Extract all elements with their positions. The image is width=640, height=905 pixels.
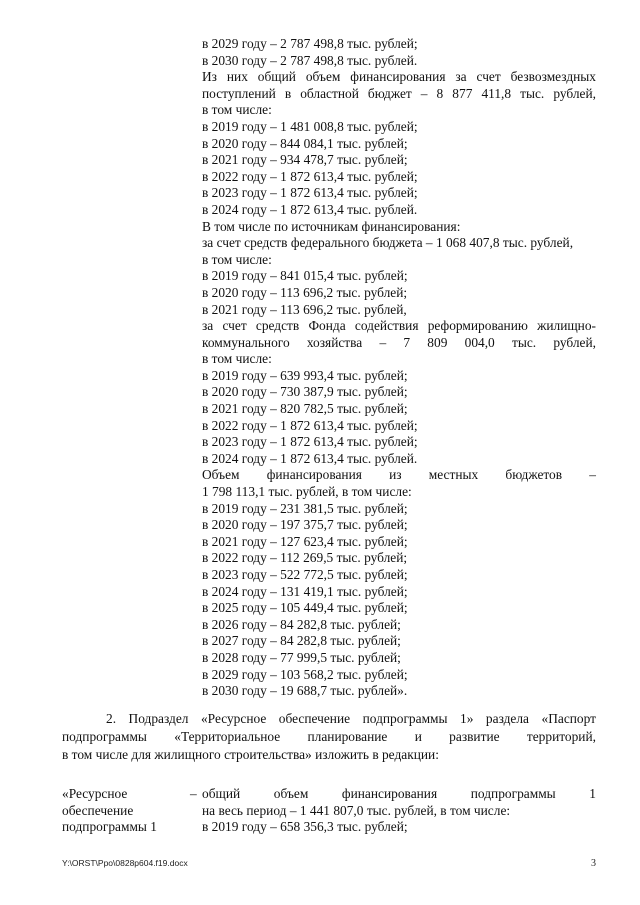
table-row-label: «Ресурсное [62, 786, 128, 801]
financing-line: в 2020 году – 197 375,7 тыс. рублей; [202, 517, 408, 533]
financing-line: В том числе по источникам финансирования: [202, 218, 461, 234]
financing-line: в 2021 году – 127 623,4 тыс. рублей; [202, 533, 408, 549]
financing-line: в 2019 году – 1 481 008,8 тыс. рублей; [202, 118, 418, 134]
section-2-paragraph [62, 710, 596, 765]
section-2-line: в том числе для жилищного строительства» изложить в редакции: [62, 747, 439, 763]
table-row-label: обеспечение [62, 802, 134, 818]
table-row-label: подпрограммы 1 [62, 819, 157, 835]
financing-line: в 2024 году – 131 419,1 тыс. рублей; [202, 583, 408, 599]
financing-line: в 2020 году – 730 387,9 тыс. рублей; [202, 384, 408, 400]
table-row [62, 803, 596, 820]
financing-line: в 2023 году – 522 772,5 тыс. рублей; [202, 567, 408, 582]
financing-line: в том числе: [202, 251, 272, 267]
financing-line: в 2029 году – 103 568,2 тыс. рублей; [202, 666, 408, 682]
financing-line: за счет средств Фонда содействия реформированию жилищно- [202, 318, 596, 334]
financing-line: в 2022 году – 1 872 613,4 тыс. рублей; [202, 417, 418, 433]
financing-line: в 2029 году – 2 787 498,8 тыс. рублей; [202, 36, 418, 51]
financing-line: в 2021 году – 820 782,5 тыс. рублей; [202, 401, 408, 417]
financing-line: в том числе: [202, 102, 272, 118]
financing-line: в 2026 году – 84 282,8 тыс. рублей; [202, 616, 401, 632]
financing-line: в том числе: [202, 351, 272, 367]
financing-line: в 2024 году – 1 872 613,4 тыс. рублей. [202, 201, 418, 217]
financing-line: в 2020 году – 844 084,1 тыс. рублей; [202, 135, 408, 151]
financing-line: в 2023 году – 1 872 613,4 тыс. рублей; [202, 434, 418, 450]
table-row [62, 819, 596, 836]
financing-line: в 2028 году – 77 999,5 тыс. рублей; [202, 649, 401, 665]
section-2-line: 2. Подраздел «Ресурсное обеспечение подпрограммы 1» раздела «Паспорт [106, 711, 596, 726]
financing-line: коммунального хозяйства – 7 809 004,0 тыс. рублей, [202, 334, 596, 350]
financing-line: в 2025 году – 105 449,4 тыс. рублей; [202, 600, 408, 616]
financing-column [202, 36, 596, 700]
financing-line: Из них общий объем финансирования за счет безвозмездных [202, 69, 596, 85]
financing-line: в 2021 году – 113 696,2 тыс. рублей, [202, 301, 407, 317]
financing-line: в 2023 году – 1 872 613,4 тыс. рублей; [202, 185, 418, 201]
financing-line: 1 798 113,1 тыс. рублей, в том числе: [202, 484, 412, 500]
financing-line: в 2019 году – 841 015,4 тыс. рублей; [202, 268, 408, 284]
table-row-dash: – [190, 786, 197, 801]
table-row-value: общий объем финансирования подпрограммы 1 [202, 786, 596, 801]
financing-line: в 2019 году – 231 381,5 тыс. рублей; [202, 500, 408, 516]
financing-line: в 2030 году – 19 688,7 тыс. рублей». [202, 683, 408, 699]
financing-line: в 2024 году – 1 872 613,4 тыс. рублей. [202, 450, 418, 466]
table-row [62, 786, 596, 803]
section-2-line: подпрограммы «Территориальное планирование и развитие территорий, [62, 729, 596, 745]
financing-line: в 2021 году – 934 478,7 тыс. рублей; [202, 152, 408, 168]
financing-line: в 2022 году – 1 872 613,4 тыс. рублей; [202, 168, 418, 184]
financing-line: в 2022 году – 112 269,5 тыс. рублей; [202, 550, 408, 566]
financing-line: в 2019 году – 639 993,4 тыс. рублей; [202, 367, 408, 383]
financing-line: в 2030 году – 2 787 498,8 тыс. рублей. [202, 52, 418, 68]
financing-line: в 2027 году – 84 282,8 тыс. рублей; [202, 633, 401, 649]
table-row-value: в 2019 году – 658 356,3 тыс. рублей; [202, 819, 408, 835]
table-row-value: на весь период – 1 441 807,0 тыс. рублей, в том числе: [202, 802, 511, 818]
resource-table [62, 786, 596, 836]
financing-line: в 2020 году – 113 696,2 тыс. рублей; [202, 284, 408, 300]
financing-line: Объем финансирования из местных бюджетов – [202, 467, 596, 483]
financing-line: поступлений в областной бюджет – 8 877 411,8 тыс. рублей, [202, 85, 596, 101]
page-number: 3 [591, 858, 596, 869]
file-path: Y:\ORST\Ppo\0828p604.f19.docx [62, 858, 188, 868]
financing-line: за счет средств федерального бюджета – 1 068 407,8 тыс. рублей, [202, 235, 574, 251]
